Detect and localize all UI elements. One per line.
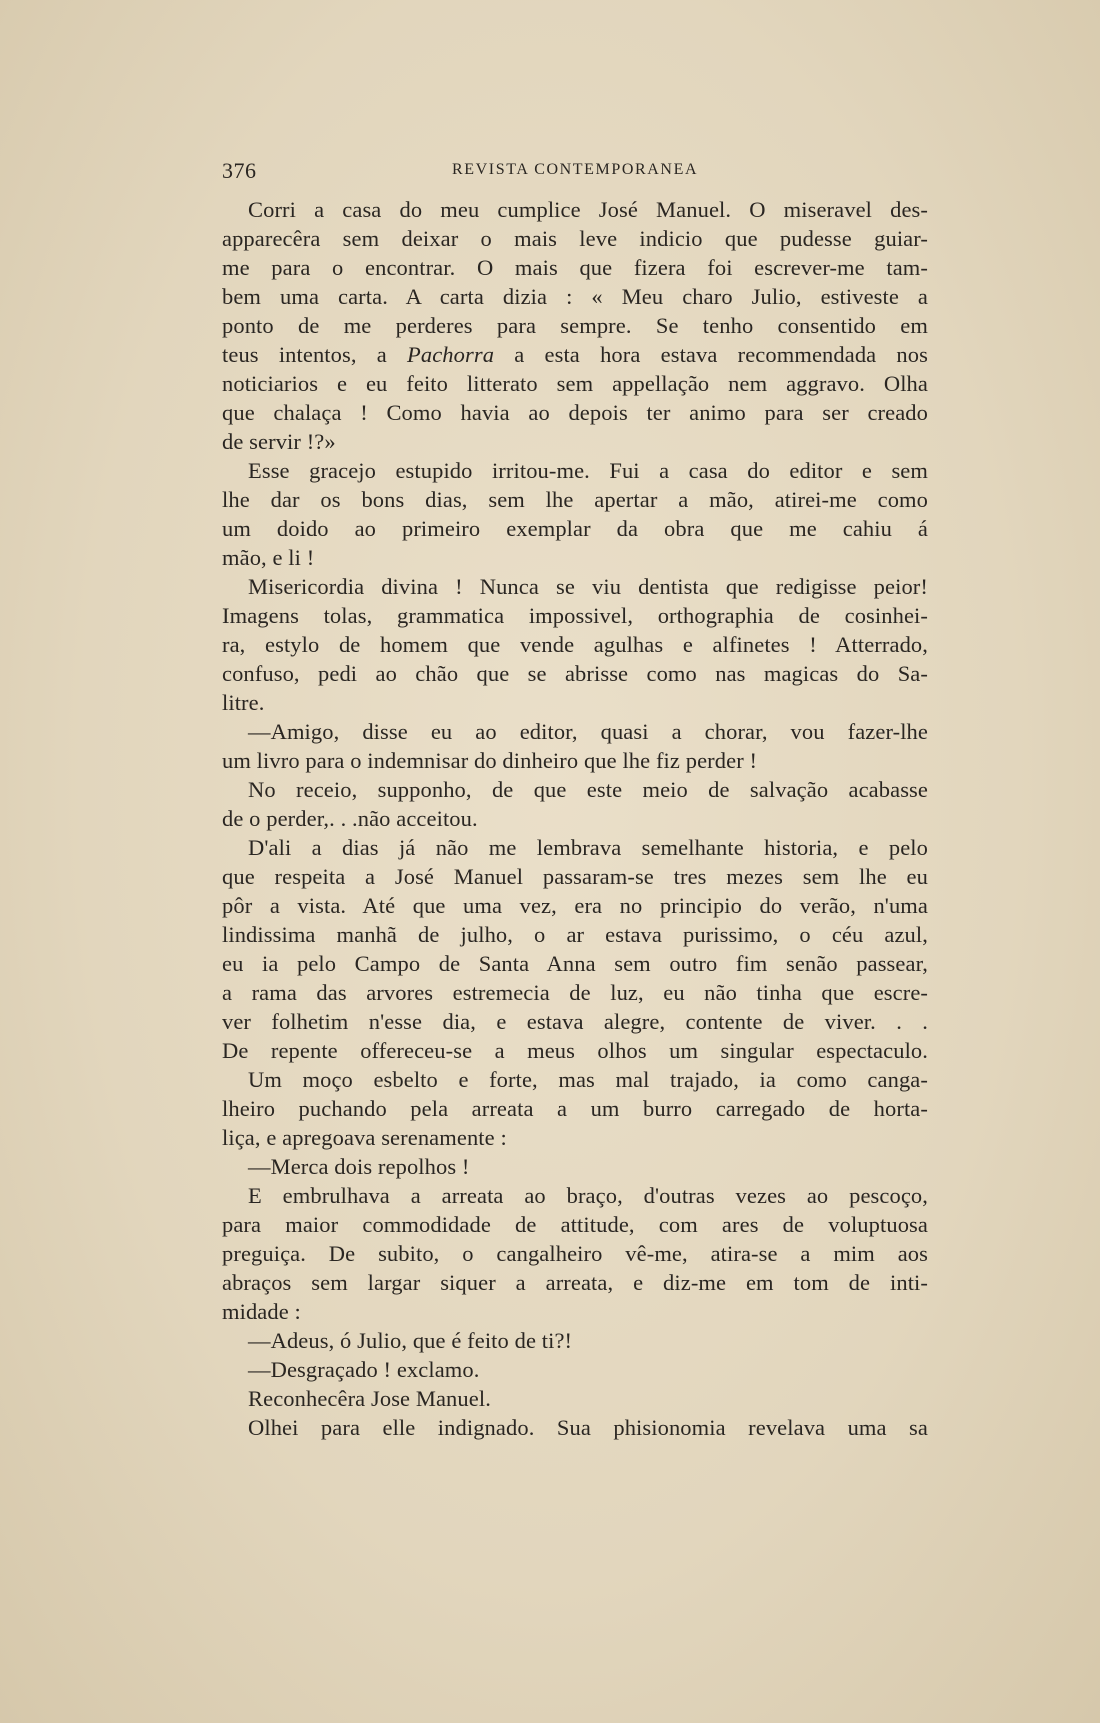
text-line: —Amigo, disse eu ao editor, quasi a chorar, vou fazer-lhe [248, 719, 928, 744]
text-line: ra, estylo de homem que vende agulhas e alfinetes ! Atterrado, [222, 632, 928, 657]
italic-title: Pachorra [407, 342, 495, 367]
text-line [222, 340, 928, 369]
text-line: apparecêra sem deixar o mais leve indicio que pudesse guiar- [222, 226, 928, 251]
page-header [222, 158, 922, 188]
text-line: abraços sem largar siquer a arreata, e diz-me em tom de inti- [222, 1270, 928, 1295]
text-line: Esse gracejo estupido irritou-me. Fui a casa do editor e sem [248, 458, 928, 483]
text-line: Misericordia divina ! Nunca se viu dentista que redigisse peior! [248, 574, 928, 599]
text-line: —Adeus, ó Julio, que é feito de ti?! [248, 1328, 573, 1353]
text-line: eu ia pelo Campo de Santa Anna sem outro fim senão passear, [222, 951, 928, 976]
text-line: para maior commodidade de attitude, com ares de voluptuosa [222, 1212, 928, 1237]
text-segment: a esta hora estava recommendada nos [494, 342, 928, 367]
text-line: um livro para o indemnisar do dinheiro que lhe fiz perder ! [222, 748, 758, 773]
text-line: Olhei para elle indignado. Sua phisionomia revelava uma sa [248, 1415, 928, 1440]
text-line: midade : [222, 1299, 301, 1324]
text-line: Um moço esbelto e forte, mas mal trajado, ia como canga- [248, 1067, 928, 1092]
text-line: de servir !?» [222, 429, 336, 454]
text-line: E embrulhava a arreata ao braço, d'outras vezes ao pescoço, [248, 1183, 928, 1208]
text-line: Imagens tolas, grammatica impossivel, orthographia de cosinhei- [222, 603, 928, 628]
text-line: litre. [222, 690, 265, 715]
text-line: pôr a vista. Até que uma vez, era no principio do verão, n'uma [222, 893, 928, 918]
text-line: um doido ao primeiro exemplar da obra que me cahiu á [222, 516, 928, 541]
text-line: D'ali a dias já não me lembrava semelhante historia, e pelo [248, 835, 928, 860]
text-line: noticiarios e eu feito litterato sem appellação nem aggravo. Olha [222, 371, 928, 396]
text-line: mão, e li ! [222, 545, 315, 570]
text-line: que chalaça ! Como havia ao depois ter animo para ser creado [222, 400, 928, 425]
text-line: No receio, supponho, de que este meio de salvação acabasse [248, 777, 928, 802]
text-line: lindissima manhã de julho, o ar estava purissimo, o céu azul, [222, 922, 928, 947]
body-text [222, 195, 928, 1442]
text-line: Corri a casa do meu cumplice José Manuel. O miseravel des- [248, 197, 928, 222]
text-line: Reconhecêra Jose Manuel. [248, 1386, 491, 1411]
text-segment: teus intentos, a [222, 342, 408, 367]
running-title: REVISTA CONTEMPORANEA [452, 161, 699, 178]
text-line: lheiro puchando pela arreata a um burro carregado de horta- [222, 1096, 928, 1121]
page-number: 376 [222, 158, 257, 183]
text-line: preguiça. De subito, o cangalheiro vê-me, atira-se a mim aos [222, 1241, 928, 1266]
text-line: liça, e apregoava serenamente : [222, 1125, 507, 1150]
text-line: lhe dar os bons dias, sem lhe apertar a mão, atirei-me como [222, 487, 928, 512]
text-line: que respeita a José Manuel passaram-se tres mezes sem lhe eu [222, 864, 928, 889]
text-line: De repente offereceu-se a meus olhos um singular espectaculo. [222, 1038, 928, 1063]
text-line: de o perder,. . .não acceitou. [222, 806, 478, 831]
text-line: ponto de me perderes para sempre. Se tenho consentido em [222, 313, 928, 338]
text-line: me para o encontrar. O mais que fizera foi escrever-me tam- [222, 255, 928, 280]
text-line: ver folhetim n'esse dia, e estava alegre, contente de viver. . . [222, 1009, 928, 1034]
text-line: bem uma carta. A carta dizia : « Meu charo Julio, estiveste a [222, 284, 928, 309]
text-line: —Desgraçado ! exclamo. [248, 1357, 480, 1382]
text-line: confuso, pedi ao chão que se abrisse como nas magicas do Sa- [222, 661, 928, 686]
text-line: a rama das arvores estremecia de luz, eu não tinha que escre- [222, 980, 928, 1005]
text-line: —Merca dois repolhos ! [248, 1154, 470, 1179]
